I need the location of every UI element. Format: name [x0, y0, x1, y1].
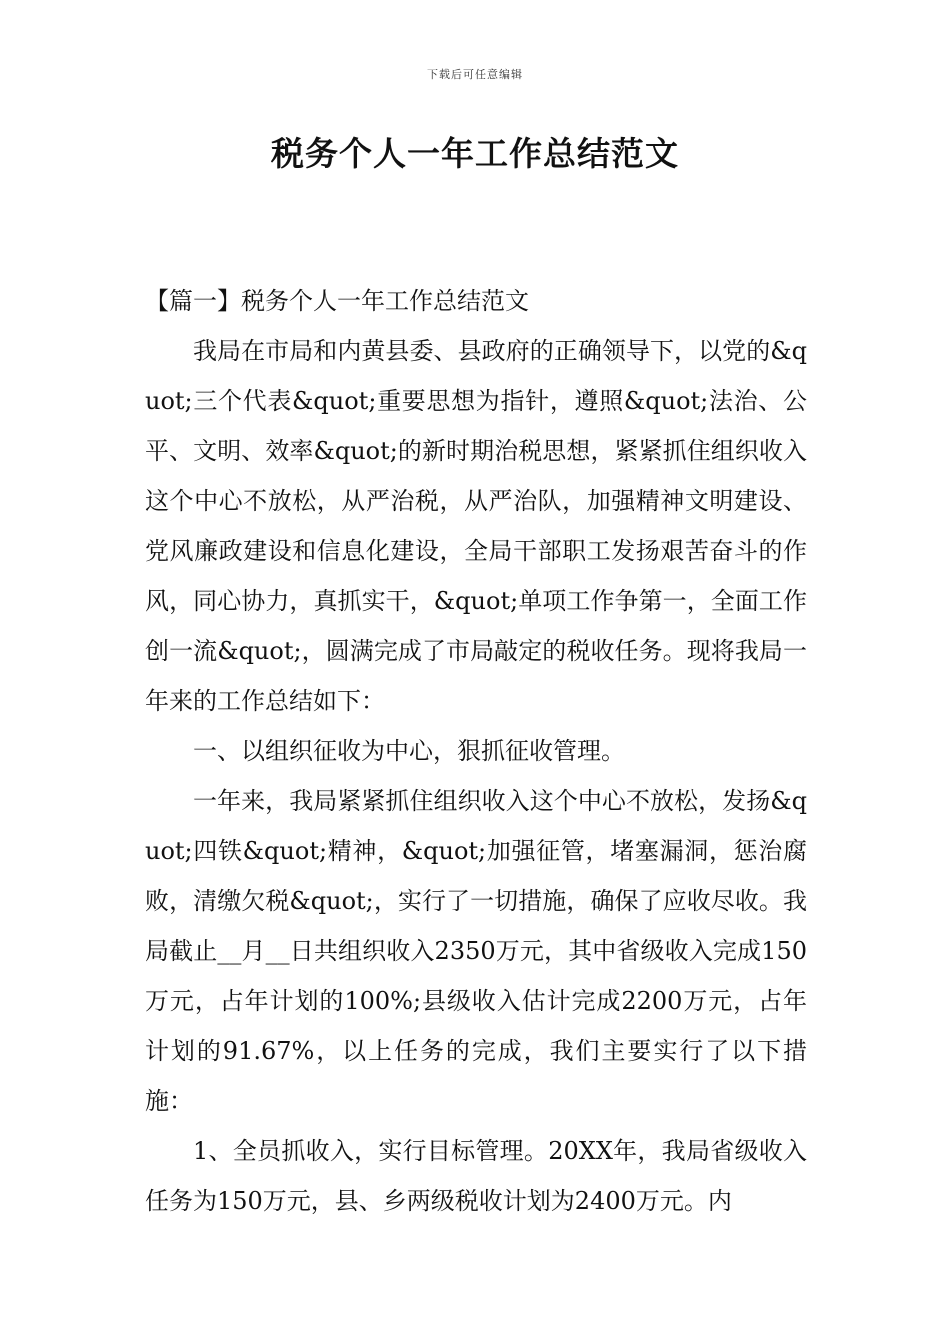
paragraph-measure-one: 1、全员抓收入，实行目标管理。20XX年，我局省级收入任务为150万元，县、乡两级税收计划为2400万元。内	[145, 1137, 807, 1215]
paragraph-intro: 我局在市局和内黄县委、县政府的正确领导下，以党的&quot;三个代表&quot;重要思想为指针，遵照&quot;法治、公平、文明、效率&quot;的新时期治税思想，紧紧抓住组织收入这个中心不放松，从严治税，从严治队，加强精神文明建设、党风廉政建设和信息化建设，全局干部职工发扬艰苦奋斗的作风，同心协力，真抓实干，&quot;单项工作争第一，全面工作创一流&quot;，圆满完成了市局敲定的税收任务。现将我局一年来的工作总结如下：	[145, 337, 807, 715]
document-title: 税务个人一年工作总结范文	[271, 134, 679, 173]
paragraph-section-one-heading: 一、以组织征收为中心，狠抓征收管理。	[193, 737, 625, 765]
section-heading: 【篇一】税务个人一年工作总结范文	[145, 287, 529, 315]
paragraph-revenue-summary: 一年来，我局紧紧抓住组织收入这个中心不放松，发扬&quot;四铁&quot;精神，&quot;加强征管，堵塞漏洞，惩治腐败，清缴欠税&quot;，实行了一切措施，确保了应收尽收。我局截止__月__日共组织收入2350万元，其中省级收入完成150万元，占年计划的100%;县级收入估计完成2200万元，占年计划的91.67%，以上任务的完成，我们主要实行了以下措施：	[145, 787, 807, 1115]
header-note: 下载后可任意编辑	[427, 68, 523, 81]
document-body	[145, 276, 807, 1226]
